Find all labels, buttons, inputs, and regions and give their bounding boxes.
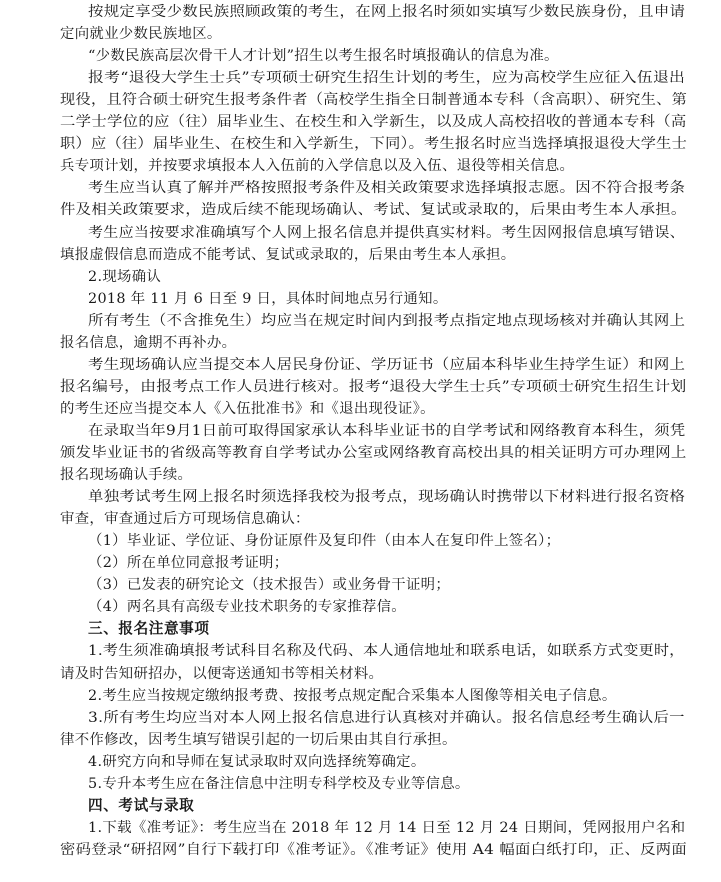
paragraph-line: 密码登录“研招网”自行下载打印《准考证》。《准考证》使用 A4 幅面白纸打印，正、反两面 [60, 841, 688, 858]
paragraph-line: 的考生还应当提交本人《入伍批准书》和《退出现役证》。 [60, 400, 435, 417]
paragraph-line: 2.考生应当按规定缴纳报考费、按报考点规定配合采集本人图像等相关电子信息。 [88, 687, 617, 704]
paragraph-line: 填报虚假信息而造成不能考试、复试或录取的，后果由考生本人承担。 [60, 246, 516, 263]
paragraph-line: 颁发毕业证书的省级高等教育自学考试办公室或网络教育高校出具的相关证明方可办理网上 [60, 445, 687, 462]
paragraph-line: 报考“退役大学生士兵”专项硕士研究生招生计划的考生，应为高校学生应征入伍退出 [88, 70, 686, 87]
paragraph-line: 现役，且符合硕士研究生报考条件者（高校学生指全日制普通本专科（含高职）、研究生、第 [60, 92, 688, 109]
paragraph-line: 报名现场确认手续。 [60, 467, 193, 484]
paragraph-line: 定向就业少数民族地区。 [60, 26, 222, 43]
paragraph-line: 二学士学位的应（往）届毕业生、在校生和入学新生，以及成人高校招收的普通本专科（高 [60, 114, 687, 131]
section-heading: 四、考试与录取 [88, 796, 195, 814]
paragraph-line: 律不作修改，因考生填写错误引起的一切后果由其自行承担。 [60, 731, 457, 748]
paragraph-line: 5.专升本考生应在备注信息中注明专科学校及专业等信息。 [88, 775, 470, 792]
paragraph-line: 审查，审查通过后方可现场信息确认： [60, 511, 310, 528]
paragraph-line: 单独考试考生网上报名时须选择我校为报考点，现场确认时携带以下材料进行报名资格 [88, 489, 686, 506]
paragraph-line: 在录取当年9月1日前可取得国家承认本科毕业证书的自学考试和网络教育本科生，须凭 [88, 422, 686, 439]
paragraph-line: 所有考生（不含推免生）均应当在规定时间内到报考点指定地点现场核对并确认其网上 [88, 312, 686, 329]
paragraph-line: 兵专项计划，并按要求填报本人入伍前的入学信息以及入伍、退役等相关信息。 [60, 158, 575, 175]
paragraph-line: （4）两名具有高级专业技术职务的专家推荐信。 [88, 599, 406, 616]
paragraph-line: 4.研究方向和导师在复试录取时双向选择统筹确定。 [88, 753, 426, 770]
paragraph-line: 考生现场确认应当提交本人居民身份证、学历证书（应届本科毕业生持学生证）和网上 [88, 356, 686, 373]
paragraph-line: 职）应（往）届毕业生、在校生和入学新生，下同）。考生报名时应当选择填报退役大学生士 [60, 136, 688, 153]
paragraph-line: 1.下载《准考证》：考生应当在 2018 年 12 月 14 日至 12 月 24 日期间，凭网报用户名和 [88, 819, 686, 836]
paragraph-line: “少数民族高层次骨干人才计划”招生以考生报名时填报确认的信息为准。 [88, 48, 559, 65]
paragraph-line: （1）毕业证、学位证、身份证原件及复印件（由本人在复印件上签名）； [88, 533, 561, 550]
paragraph-line: 2018 年 11 月 6 日至 9 日，具体时间地点另行通知。 [88, 290, 448, 307]
section-heading: 三、报名注意事项 [88, 620, 210, 638]
paragraph-line: 报名信息，逾期不再补办。 [60, 334, 237, 351]
paragraph-line: 按规定享受少数民族照顾政策的考生，在网上报名时须如实填写少数民族身份，且申请 [88, 4, 686, 20]
paragraph-line: （3）已发表的研究论文（技术报告）或业务骨干证明； [88, 577, 451, 594]
paragraph-line: （2）所在单位同意报考证明； [88, 555, 289, 572]
paragraph-line: 2.现场确认 [88, 268, 162, 285]
paragraph-line: 件及相关政策要求，造成后续不能现场确认、考试、复试或录取的，后果由考生本人承担。 [60, 202, 687, 219]
paragraph-line: 1.考生须准确填报考试科目名称及代码、本人通信地址和联系电话，如联系方式变更时， [88, 643, 685, 660]
paragraph-line: 请及时告知研招办，以便寄送通知书等相关材料。 [60, 665, 384, 682]
paragraph-line: 报名编号，由报考点工作人员进行核对。报考“退役大学生士兵”专项硕士研究生招生计划 [60, 378, 687, 395]
paragraph-line: 考生应当按要求准确填写个人网上报名信息并提供真实材料。考生因网报信息填写错误、 [88, 224, 685, 241]
paragraph-line: 3.所有考生均应当对本人网上报名信息进行认真核对并确认。报名信息经考生确认后一 [88, 709, 685, 726]
paragraph-line: 考生应当认真了解并严格按照报考条件及相关政策要求选择填报志愿。因不符合报考条 [88, 180, 686, 197]
